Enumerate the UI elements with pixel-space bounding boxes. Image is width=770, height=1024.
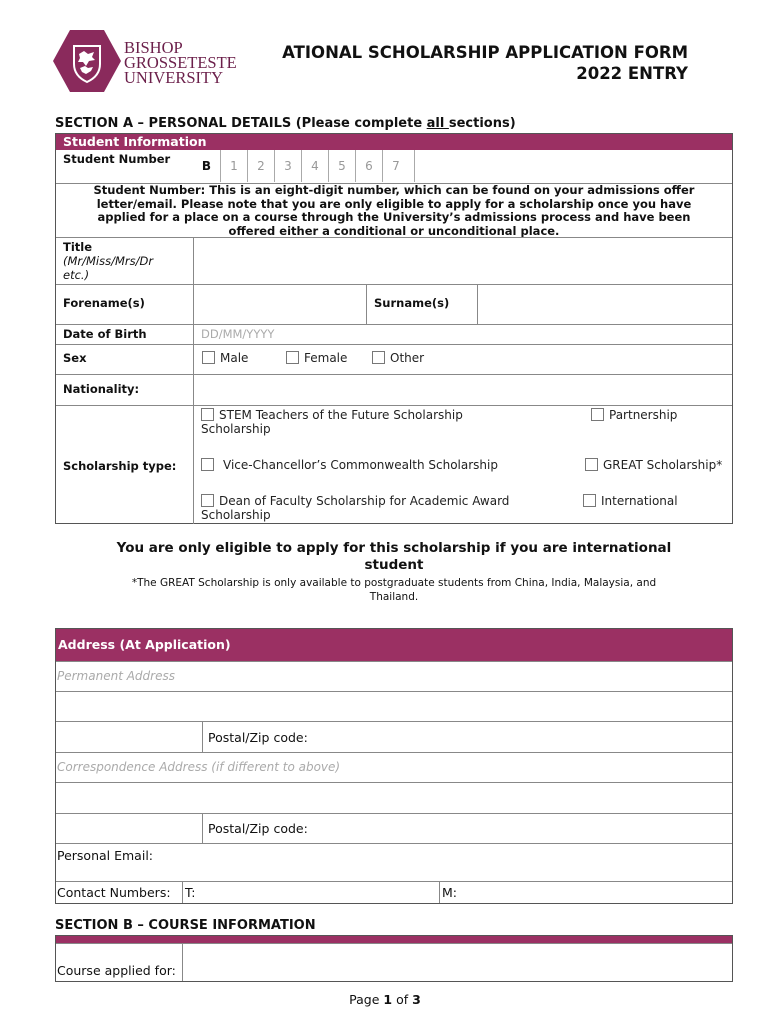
student-number-digit: 4 (301, 150, 328, 182)
section-a-heading: SECTION A – PERSONAL DETAILS (Please complete all sections) (55, 116, 516, 131)
dob-row (56, 324, 732, 344)
student-number-digit: 3 (274, 150, 301, 182)
student-number-digit: 1 (220, 150, 247, 182)
form-title (238, 42, 688, 86)
student-number-digit: B (201, 159, 212, 173)
checkbox-icon (286, 351, 299, 364)
scholarship-option-dean[interactable]: Dean of Faculty Scholarship for Academic Award Scholarship (201, 494, 510, 522)
contact-numbers-label: Contact Numbers: (57, 885, 171, 900)
student-number-digit: 2 (247, 150, 274, 182)
page-number: Page 1 of 3 (349, 992, 421, 1007)
surname-field[interactable] (477, 285, 732, 324)
student-number-digit: 7 (382, 150, 409, 182)
course-information-table (55, 935, 733, 982)
sex-option-other[interactable]: Other (372, 351, 424, 365)
postal-code-label: Postal/Zip code: (208, 821, 308, 836)
permanent-address-line3[interactable] (56, 722, 202, 752)
surname-label: Surname(s) (374, 296, 450, 310)
address-table (55, 628, 733, 904)
name-row (56, 284, 732, 324)
checkbox-icon (372, 351, 385, 364)
checkbox-icon (585, 458, 598, 471)
university-wordmark: BISHOP GROSSETESTE UNIVERSITY (124, 38, 237, 87)
checkbox-icon (201, 408, 214, 421)
checkbox-icon (583, 494, 596, 507)
scholarship-type-label: Scholarship type: (63, 459, 177, 473)
personal-details-table (55, 133, 733, 524)
nationality-field[interactable] (193, 375, 732, 405)
student-number-label: Student Number (63, 152, 171, 166)
scholarship-option-vice-chancellor[interactable]: Vice-Chancellor’s Commonwealth Scholarship (201, 458, 498, 472)
checkbox-icon (591, 408, 604, 421)
scholarship-option-partnership[interactable]: Partnership (591, 408, 677, 422)
section-b-heading: SECTION B – COURSE INFORMATION (55, 918, 316, 933)
form-title-line2: 2022 ENTRY (576, 64, 688, 83)
personal-email-field[interactable] (56, 843, 732, 881)
section-b-bar (56, 936, 732, 943)
permanent-address-line2[interactable] (56, 691, 732, 721)
eligibility-notice: You are only eligible to apply for this scholarship if you are international student (116, 540, 672, 573)
postal-code-label: Postal/Zip code: (208, 730, 308, 745)
student-information-bar: Student Information (56, 134, 732, 150)
mobile-field[interactable]: M: (439, 882, 732, 903)
student-number-row (56, 150, 732, 183)
scholarship-option-great[interactable]: GREAT Scholarship* (585, 458, 722, 472)
student-number-note-row (56, 183, 732, 237)
form-title-line1: ATIONAL SCHOLARSHIP APPLICATION FORM (282, 43, 688, 62)
university-crest-logo (52, 28, 122, 94)
correspondence-address-line1[interactable]: Correspondence Address (if different to above) (56, 752, 732, 782)
checkbox-icon (201, 494, 214, 507)
scholarship-row (56, 405, 732, 524)
student-number-digit: 5 (328, 150, 355, 182)
sex-option-male[interactable]: Male (202, 351, 248, 365)
title-row (56, 237, 732, 284)
dob-label: Date of Birth (63, 327, 147, 341)
permanent-postal-code-field[interactable] (202, 722, 732, 752)
permanent-address-line1[interactable]: Permanent Address (56, 661, 732, 691)
forename-label: Forename(s) (63, 296, 145, 310)
course-applied-label: Course applied for: (57, 963, 176, 978)
student-number-digit: 6 (355, 150, 382, 182)
great-scholarship-footnote: *The GREAT Scholarship is only available to postgraduate students from China, India, Malaysia, and Thailand. (131, 577, 657, 603)
title-field[interactable] (193, 238, 732, 284)
checkbox-icon (201, 458, 214, 471)
nationality-row (56, 374, 732, 405)
correspondence-address-line2[interactable] (56, 782, 732, 813)
sex-label: Sex (63, 351, 87, 365)
sex-option-female[interactable]: Female (286, 351, 347, 365)
personal-email-label: Personal Email: (57, 848, 154, 863)
title-label: Title (Mr/Miss/Mrs/Dr etc.) (63, 240, 154, 282)
correspondence-address-line3[interactable] (56, 814, 202, 843)
forename-field[interactable] (193, 285, 366, 324)
nationality-label: Nationality: (63, 382, 140, 396)
scholarship-option-international[interactable]: International (583, 494, 678, 508)
student-number-note: Student Number: This is an eight-digit number, which can be found on your admissions offer letter/email. Please note that you are only eligible to apply for a scholarship once you have applied for a place on a course through the University’s admissions process and have been offered either a conditional or unconditional place. (93, 183, 695, 238)
sex-row (56, 344, 732, 374)
student-number-input[interactable] (193, 150, 415, 182)
dob-field[interactable]: DD/MM/YYYY (193, 325, 732, 344)
checkbox-icon (202, 351, 215, 364)
scholarship-option-stem[interactable]: STEM Teachers of the Future Scholarship Scholarship (201, 408, 463, 436)
telephone-field[interactable]: T: (182, 882, 439, 903)
correspondence-postal-code-field[interactable] (202, 814, 732, 843)
address-bar: Address (At Application) (56, 629, 732, 661)
course-applied-field[interactable] (182, 944, 732, 981)
